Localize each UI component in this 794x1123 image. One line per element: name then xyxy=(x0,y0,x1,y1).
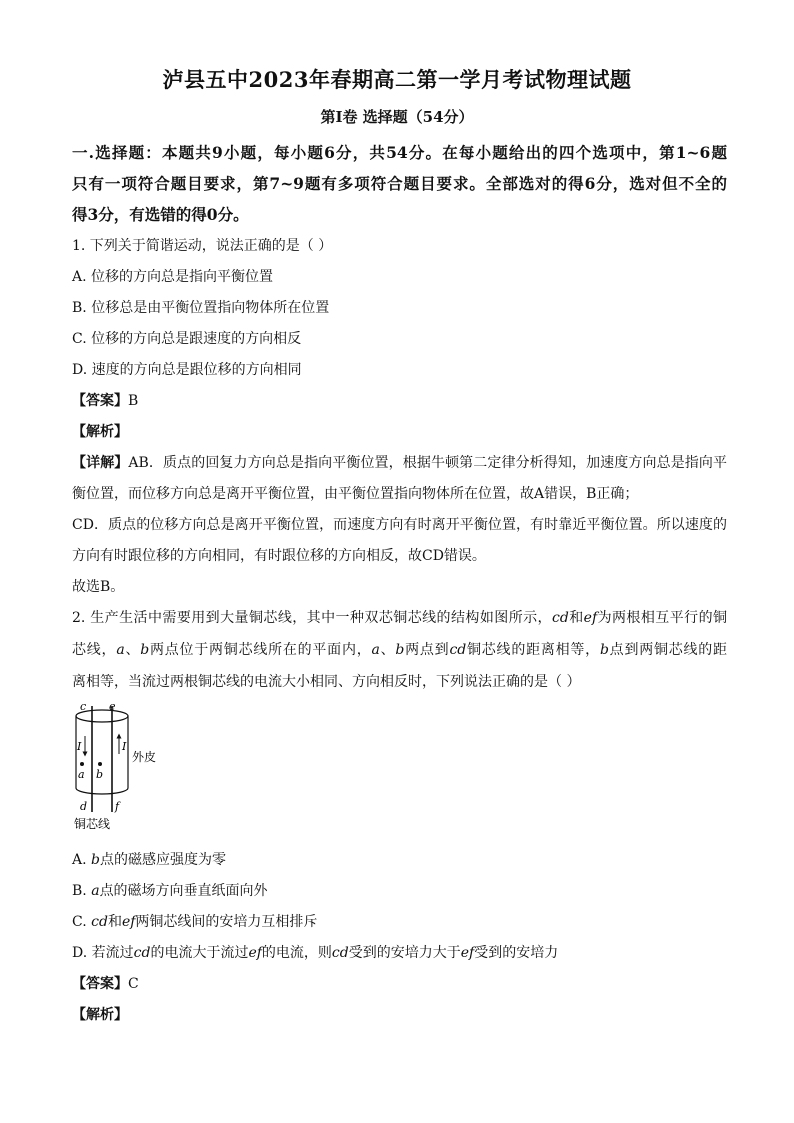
var-a: a xyxy=(116,642,125,658)
label-b: b xyxy=(96,768,104,781)
text: 点到两铜芯线的距 xyxy=(608,642,728,658)
text: 两点到 xyxy=(404,642,450,658)
text: 的电流，则 xyxy=(261,945,332,961)
text: C. xyxy=(72,914,92,930)
section-subtitle: 第I卷 选择题（54分） xyxy=(320,108,474,126)
label-sheath: 外皮 xyxy=(132,750,157,764)
q2-option-b xyxy=(72,880,268,900)
q2-stem-line-3: 离相等，当流过两根铜芯线的电流大小相同、方向相反时，下列说法正确的是（ ） xyxy=(72,674,581,690)
var-cd: cd xyxy=(133,945,151,961)
text: 两点位于两铜芯线所在的平面内， xyxy=(149,642,372,658)
q2-option-d xyxy=(72,942,558,962)
q1-option-a: A. 位移的方向总是指向平衡位置 xyxy=(72,269,274,285)
text: 、 xyxy=(124,642,141,658)
q2-option-a xyxy=(72,849,226,869)
answer-tag: 【答案】 xyxy=(72,393,128,409)
point-a xyxy=(80,762,84,766)
twin-core-wire-figure xyxy=(72,698,172,838)
text: B. xyxy=(72,883,92,899)
label-a: a xyxy=(78,768,85,781)
var-a: a xyxy=(91,883,100,899)
q1-answer xyxy=(72,390,138,410)
text: 受到的安培力 xyxy=(474,945,559,961)
label-f: f xyxy=(115,800,120,813)
text: 两铜芯线间的安培力互相排斥 xyxy=(135,914,318,930)
var-cd: cd xyxy=(331,945,349,961)
q2-stem-line-1 xyxy=(72,607,727,627)
var-cd: cd xyxy=(552,610,569,626)
text: 为两根相互平行的铜 xyxy=(597,610,728,626)
q2-option-c xyxy=(72,911,317,931)
text: 和 xyxy=(568,610,584,626)
section-instructions-line-2: 只有一项符合题目要求，第7~9题有多项符合题目要求。全部选对的得6分，选对但不全的 xyxy=(72,174,727,193)
q1-option-c: C. 位移的方向总是跟速度的方向相反 xyxy=(72,331,302,347)
text: 2. 生产生活中需要用到大量铜芯线，其中一种双芯铜芯线的结构如图所示， xyxy=(72,610,552,626)
analysis-tag: 【解析】 xyxy=(72,424,128,440)
text: 的电流大于流过 xyxy=(150,945,249,961)
q1-detail-line-2: 衡位置，而位移方向总是离开平衡位置，由平衡位置指向物体所在位置，故A错误，B正确； xyxy=(72,486,639,502)
q1-analysis-tag xyxy=(72,421,128,441)
text: 芯线， xyxy=(72,642,117,658)
q1-conclusion: 故选B。 xyxy=(72,579,125,595)
q2-analysis-tag xyxy=(72,1004,128,1024)
label-e: e xyxy=(109,700,116,713)
var-cd: cd xyxy=(91,914,108,930)
text: A. xyxy=(72,852,92,868)
q1-option-d: D. 速度的方向总是跟位移的方向相同 xyxy=(72,362,302,378)
answer-value: C xyxy=(128,976,139,992)
var-b: b xyxy=(140,642,150,658)
answer-tag: 【答案】 xyxy=(72,976,128,992)
var-b: b xyxy=(395,642,405,658)
label-copper-core: 铜芯线 xyxy=(74,817,111,831)
detail-text: AB．质点的回复力方向总是指向平衡位置，根据牛顿第二定律分析得知，加速度方向总是指向平 xyxy=(128,455,728,471)
detail-tag: 【详解】 xyxy=(72,455,129,471)
q1-detail-line-4: 方向有时跟位移的方向相同，有时跟位移的方向相反，故CD错误。 xyxy=(72,548,486,564)
var-cd: cd xyxy=(449,642,467,658)
label-current-1: I xyxy=(77,740,82,753)
text: 和 xyxy=(107,914,122,930)
label-current-2: I xyxy=(122,740,127,753)
q1-stem: 1. 下列关于简谐运动，说法正确的是（ ） xyxy=(72,238,333,254)
var-ef: ef xyxy=(121,914,136,930)
page-title: 泸县五中2023年春期高二第一学月考试物理试题 xyxy=(162,67,632,92)
q1-detail-line-1 xyxy=(72,452,727,472)
var-ef: ef xyxy=(460,945,475,961)
var-b: b xyxy=(599,642,609,658)
q2-stem-line-2 xyxy=(72,639,727,659)
label-c: c xyxy=(80,700,87,713)
q2-answer xyxy=(72,973,139,993)
text: 、 xyxy=(379,642,396,658)
section-instructions-line-3: 得3分，有选错的得0分。 xyxy=(72,205,249,224)
q1-detail-line-3: CD．质点的位移方向总是离开平衡位置，而速度方向有时离开平衡位置，有时靠近平衡位置。所以速度的 xyxy=(72,517,727,533)
analysis-tag: 【解析】 xyxy=(72,1007,128,1023)
text: 铜芯线的距离相等， xyxy=(466,642,600,658)
var-a: a xyxy=(371,642,380,658)
var-ef: ef xyxy=(248,945,262,961)
section-instructions-line-1: 一.选择题：本题共9小题，每小题6分，共54分。在每小题给出的四个选项中，第1~6题 xyxy=(72,143,727,162)
text: 受到的安培力大于 xyxy=(348,945,461,961)
label-d: d xyxy=(80,800,88,813)
point-b xyxy=(98,762,102,766)
text: 点的磁场方向垂直纸面向外 xyxy=(99,883,268,899)
text: 点的磁感应强度为零 xyxy=(99,852,226,868)
text: D. 若流过 xyxy=(72,945,134,961)
var-b: b xyxy=(91,852,100,868)
answer-value: B xyxy=(128,393,139,409)
sheath-bottom-arc xyxy=(76,788,128,794)
var-ef: ef xyxy=(583,610,598,626)
q1-option-b: B. 位移总是由平衡位置指向物体所在位置 xyxy=(72,300,330,316)
